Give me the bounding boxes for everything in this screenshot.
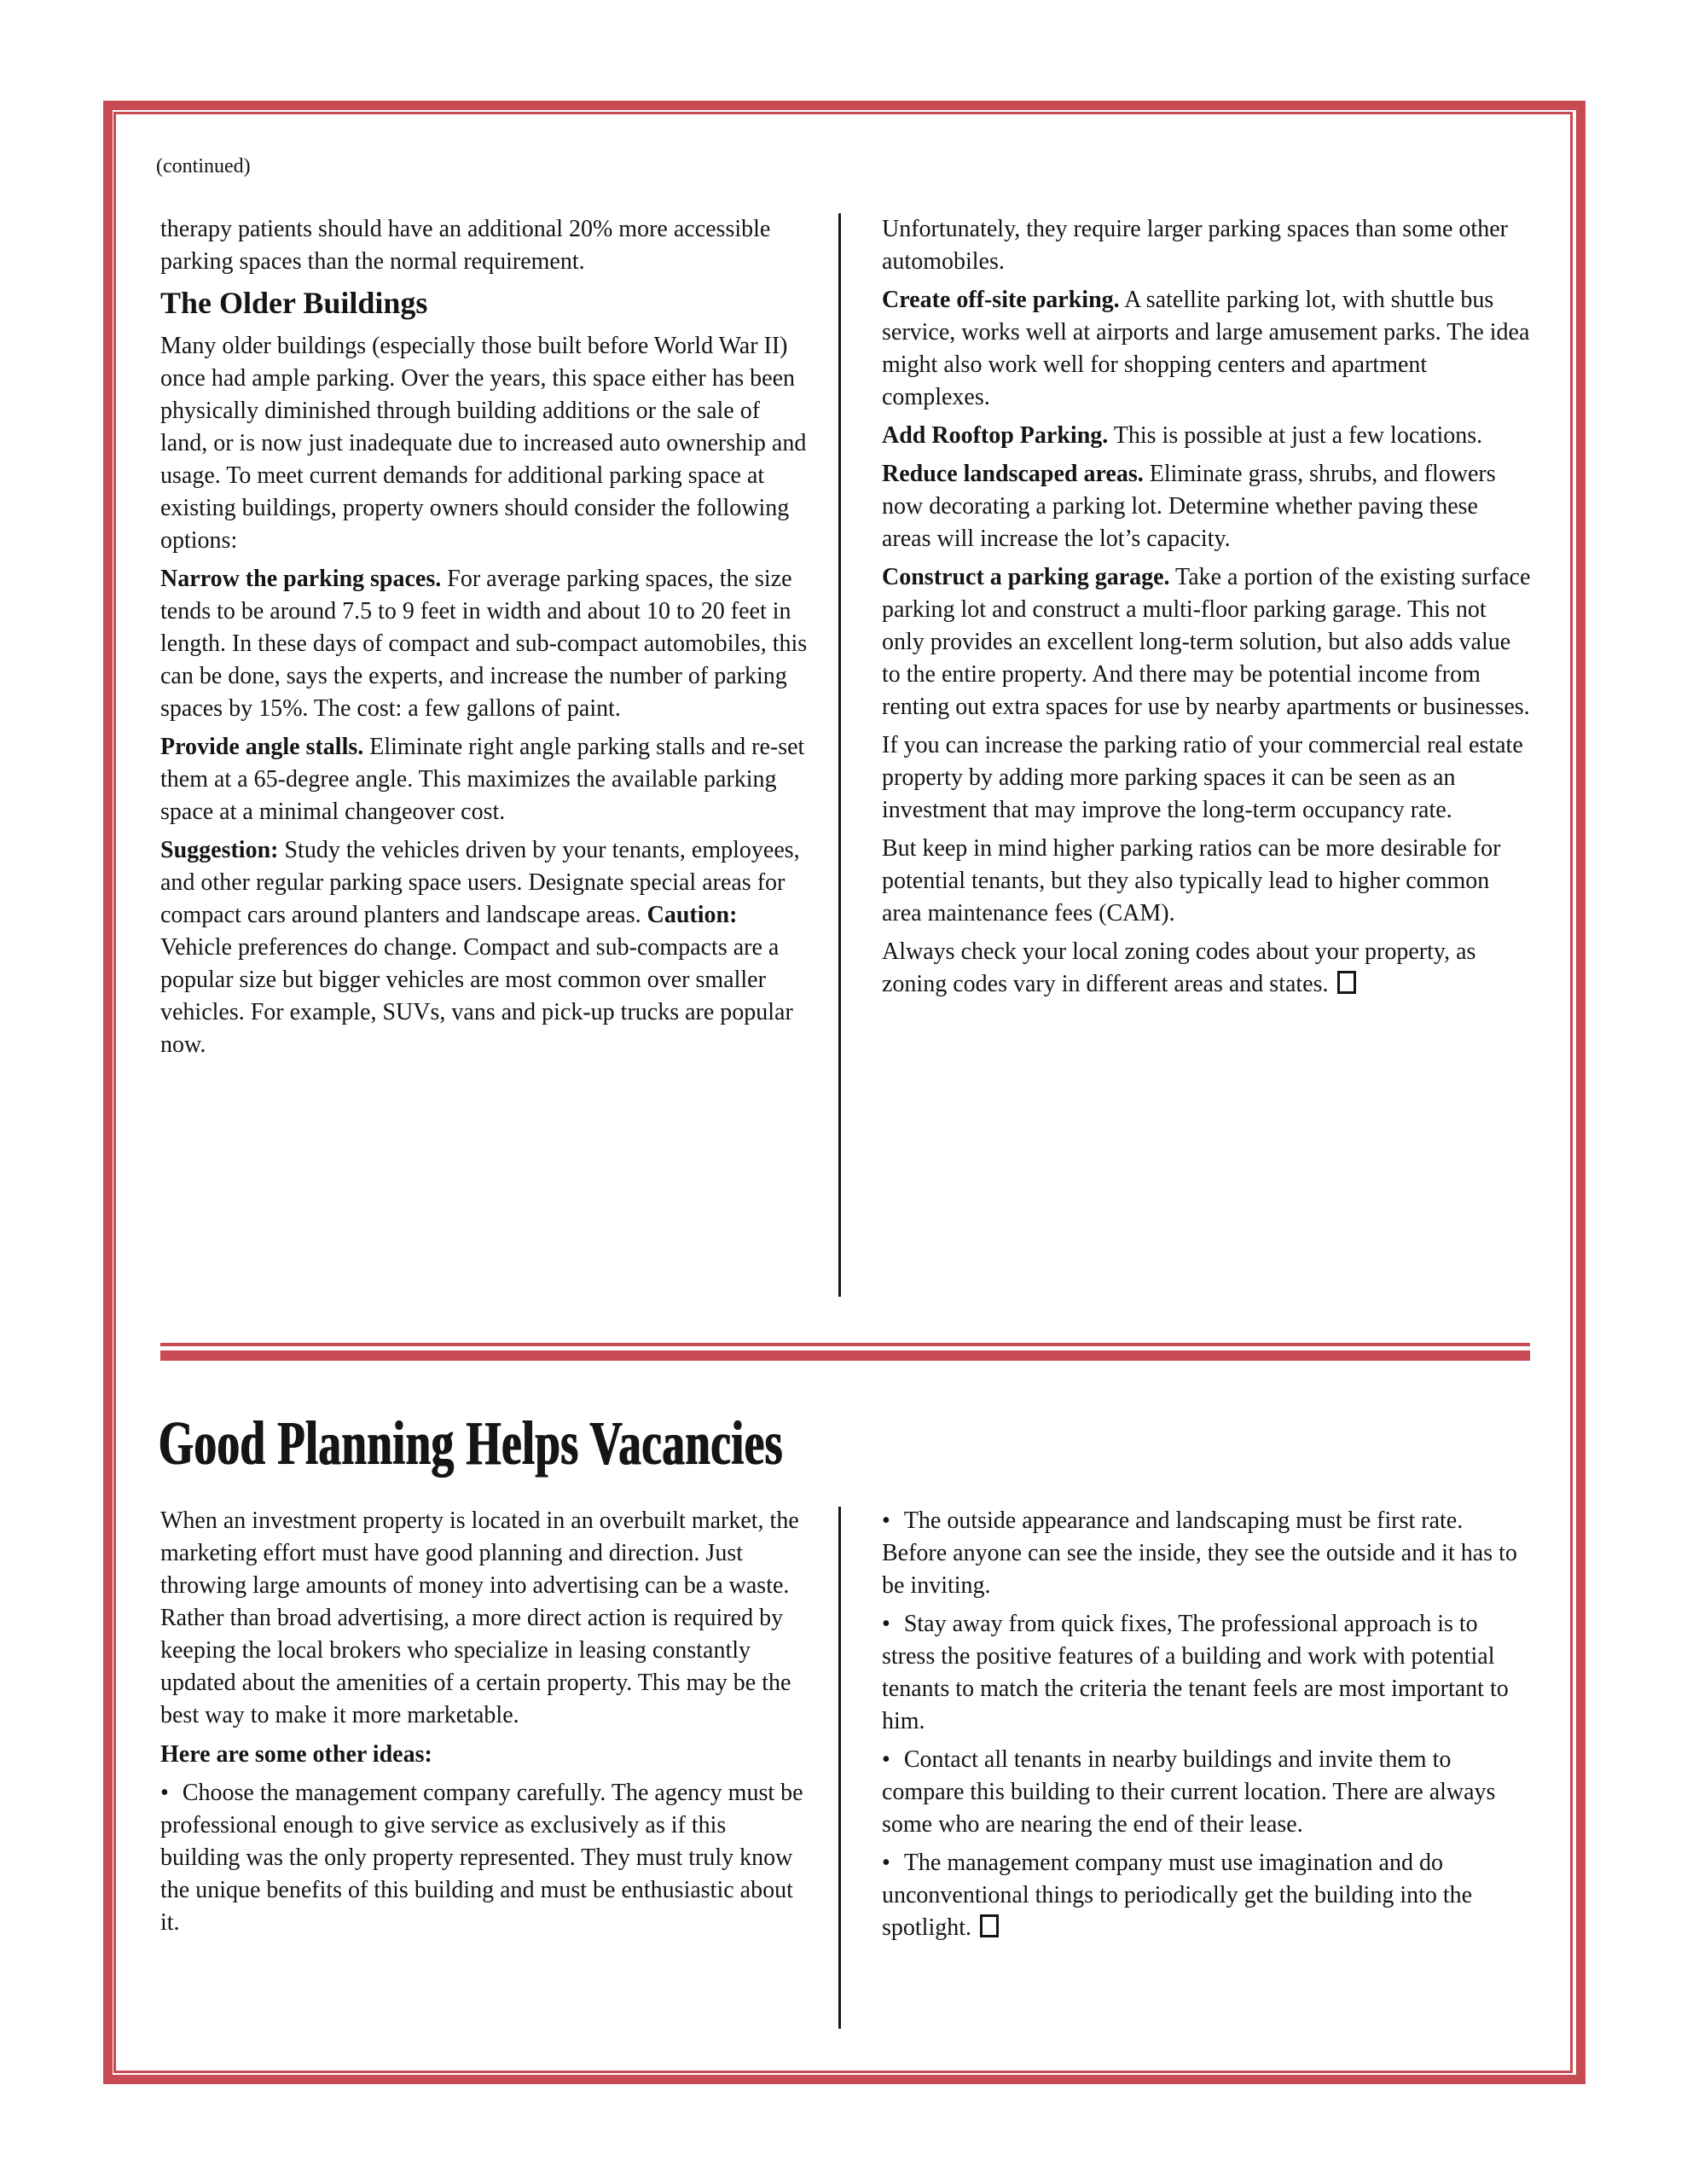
body-text: This is possible at just a few locations.: [1108, 422, 1483, 449]
bullet-icon: •: [882, 1746, 890, 1773]
paragraph: [882, 729, 1532, 827]
body-text: The outside appearance and landscaping must be first rate. Before anyone can see the inside, they see the outside and it has to be inviting.: [882, 1507, 1517, 1599]
paragraph: [160, 330, 809, 557]
bold-lead-in: Narrow the parking spaces.: [160, 566, 442, 592]
body-text: Eliminate right angle parking stalls and re-set them at a 65-degree angle. This maximizes the available parking space at a minimal changeover cost.: [160, 734, 805, 825]
bullet-item: [882, 1847, 1532, 1944]
body-text: Always check your local zoning codes about your property, as zoning codes vary in different areas and states.: [882, 938, 1476, 997]
bullet-icon: •: [882, 1507, 890, 1534]
section-subheading: [160, 1739, 809, 1771]
body-text: Study the vehicles driven by your tenants, employees, and other regular parking space users. Designate special areas for compact cars around planters and landscape areas.: [160, 837, 800, 928]
body-text: therapy patients should have an additional 20% more accessible parking spaces than the normal requirement.: [160, 216, 771, 275]
bullet-icon: •: [882, 1611, 890, 1637]
end-of-article-icon: [1337, 971, 1356, 994]
paragraph: [882, 458, 1532, 555]
paragraph: [882, 284, 1532, 414]
bold-lead-in: The Older Buildings: [160, 286, 428, 320]
bold-lead-in: Suggestion:: [160, 837, 279, 863]
section-subheading: [160, 284, 809, 322]
body-text: For average parking spaces, the size tends to be around 7.5 to 9 feet in width and about 10 to 20 feet in length. In these days of compact and sub-compact automobiles, this can be done, says the experts, and increase the number of parking spaces by 15%. The cost: a few gallons of paint.: [160, 566, 808, 722]
bold-lead-in: Provide angle stalls.: [160, 734, 364, 760]
paragraph: [882, 420, 1532, 452]
bold-lead-in: Create off-site parking.: [882, 287, 1120, 313]
paragraph: [882, 561, 1532, 723]
body-text: If you can increase the parking ratio of your commercial real estate property by adding more parking spaces it can be seen as an investment that may improve the long-term occupancy rate.: [882, 732, 1523, 823]
bold-lead-in: Caution:: [646, 902, 738, 928]
article-parking-left-column: [160, 213, 809, 1067]
bullet-item: [882, 1505, 1532, 1602]
article-headline: Good Planning Helps Vacancies: [159, 1409, 784, 1478]
column-divider-rule-bottom: [838, 1507, 841, 2029]
body-text: Take a portion of the existing surface parking lot and construct a multi-floor parking garage. This not only provides an excellent long-term solution, but also adds value to the entire property. And there may be potential income from renting out extra spaces for use by nearby apartments or businesses.: [882, 564, 1531, 720]
body-text: A satellite parking lot, with shuttle bus service, works well at airports and large amusement parks. The idea might also work well for shopping centers and apartment complexes.: [882, 287, 1530, 410]
body-text: Choose the management company carefully. The agency must be professional enough to give service as exclusively as if this building was the only property represented. They must truly know the unique benefits of this building and must be enthusiastic about it.: [160, 1780, 803, 1936]
article-parking-right-column: [882, 213, 1532, 1007]
paragraph: [160, 213, 809, 278]
article-vacancies-right-column: [882, 1505, 1532, 1950]
body-text: Many older buildings (especially those built before World War II) once had ample parking. Over the years, this space either has been physically diminished through building additions or the sale of land, or is now just inadequate due to increased auto ownership and usage. To meet current demands for additional parking space at existing buildings, property owners should consider the following options:: [160, 333, 807, 554]
section-divider: [160, 1343, 1530, 1361]
bullet-icon: •: [882, 1850, 890, 1876]
continued-label: (continued): [156, 155, 251, 177]
body-text: Stay away from quick fixes, The professional approach is to stress the positive features of a building and work with potential tenants to match the criteria the tenant feels are most important to him.: [882, 1611, 1509, 1734]
bold-lead-in: Here are some other ideas:: [160, 1741, 432, 1768]
paragraph: [160, 834, 809, 1061]
body-text: Eliminate grass, shrubs, and flowers now decorating a parking lot. Determine whether paving these areas will increase the lot’s capacity.: [882, 461, 1496, 552]
bold-lead-in: Construct a parking garage.: [882, 564, 1170, 590]
paragraph: [882, 833, 1532, 930]
body-text: When an investment property is located in an overbuilt market, the marketing effort must have good planning and direction. Just throwing large amounts of money into advertising can be a waste. Rather than broad advertising, a more direct action is required by keeping the local brokers who specialize in leasing constantly updated about the amenities of a certain property. This may be the best way to make it more marketable.: [160, 1507, 799, 1728]
body-text: The management company must use imagination and do unconventional things to periodically get the building into the spotlight.: [882, 1850, 1473, 1941]
bullet-item: [882, 1608, 1532, 1738]
body-text: But keep in mind higher parking ratios can be more desirable for potential tenants, but they also typically lead to higher common area maintenance fees (CAM).: [882, 835, 1501, 926]
bold-lead-in: Reduce landscaped areas.: [882, 461, 1144, 487]
end-of-article-icon: [980, 1914, 999, 1937]
bullet-item: [882, 1744, 1532, 1841]
paragraph: [882, 936, 1532, 1001]
section-divider-thick-rule: [160, 1350, 1530, 1361]
paragraph: [160, 563, 809, 725]
body-text: Contact all tenants in nearby buildings and invite them to compare this building to their current location. There are always some who are nearing the end of their lease.: [882, 1746, 1496, 1838]
body-text: Vehicle preferences do change. Compact and sub-compacts are a popular size but bigger vehicles are most common over smaller vehicles. For example, SUVs, vans and pick-up trucks are popular now.: [160, 934, 793, 1058]
paragraph: [160, 1505, 809, 1732]
paragraph: [882, 213, 1532, 278]
body-text: Unfortunately, they require larger parking spaces than some other automobiles.: [882, 216, 1508, 275]
bold-lead-in: Add Rooftop Parking.: [882, 422, 1109, 449]
bullet-icon: •: [160, 1780, 169, 1806]
bullet-item: [160, 1777, 809, 1939]
paragraph: [160, 731, 809, 828]
column-divider-rule-top: [838, 213, 841, 1297]
article-vacancies-left-column: [160, 1505, 809, 1945]
